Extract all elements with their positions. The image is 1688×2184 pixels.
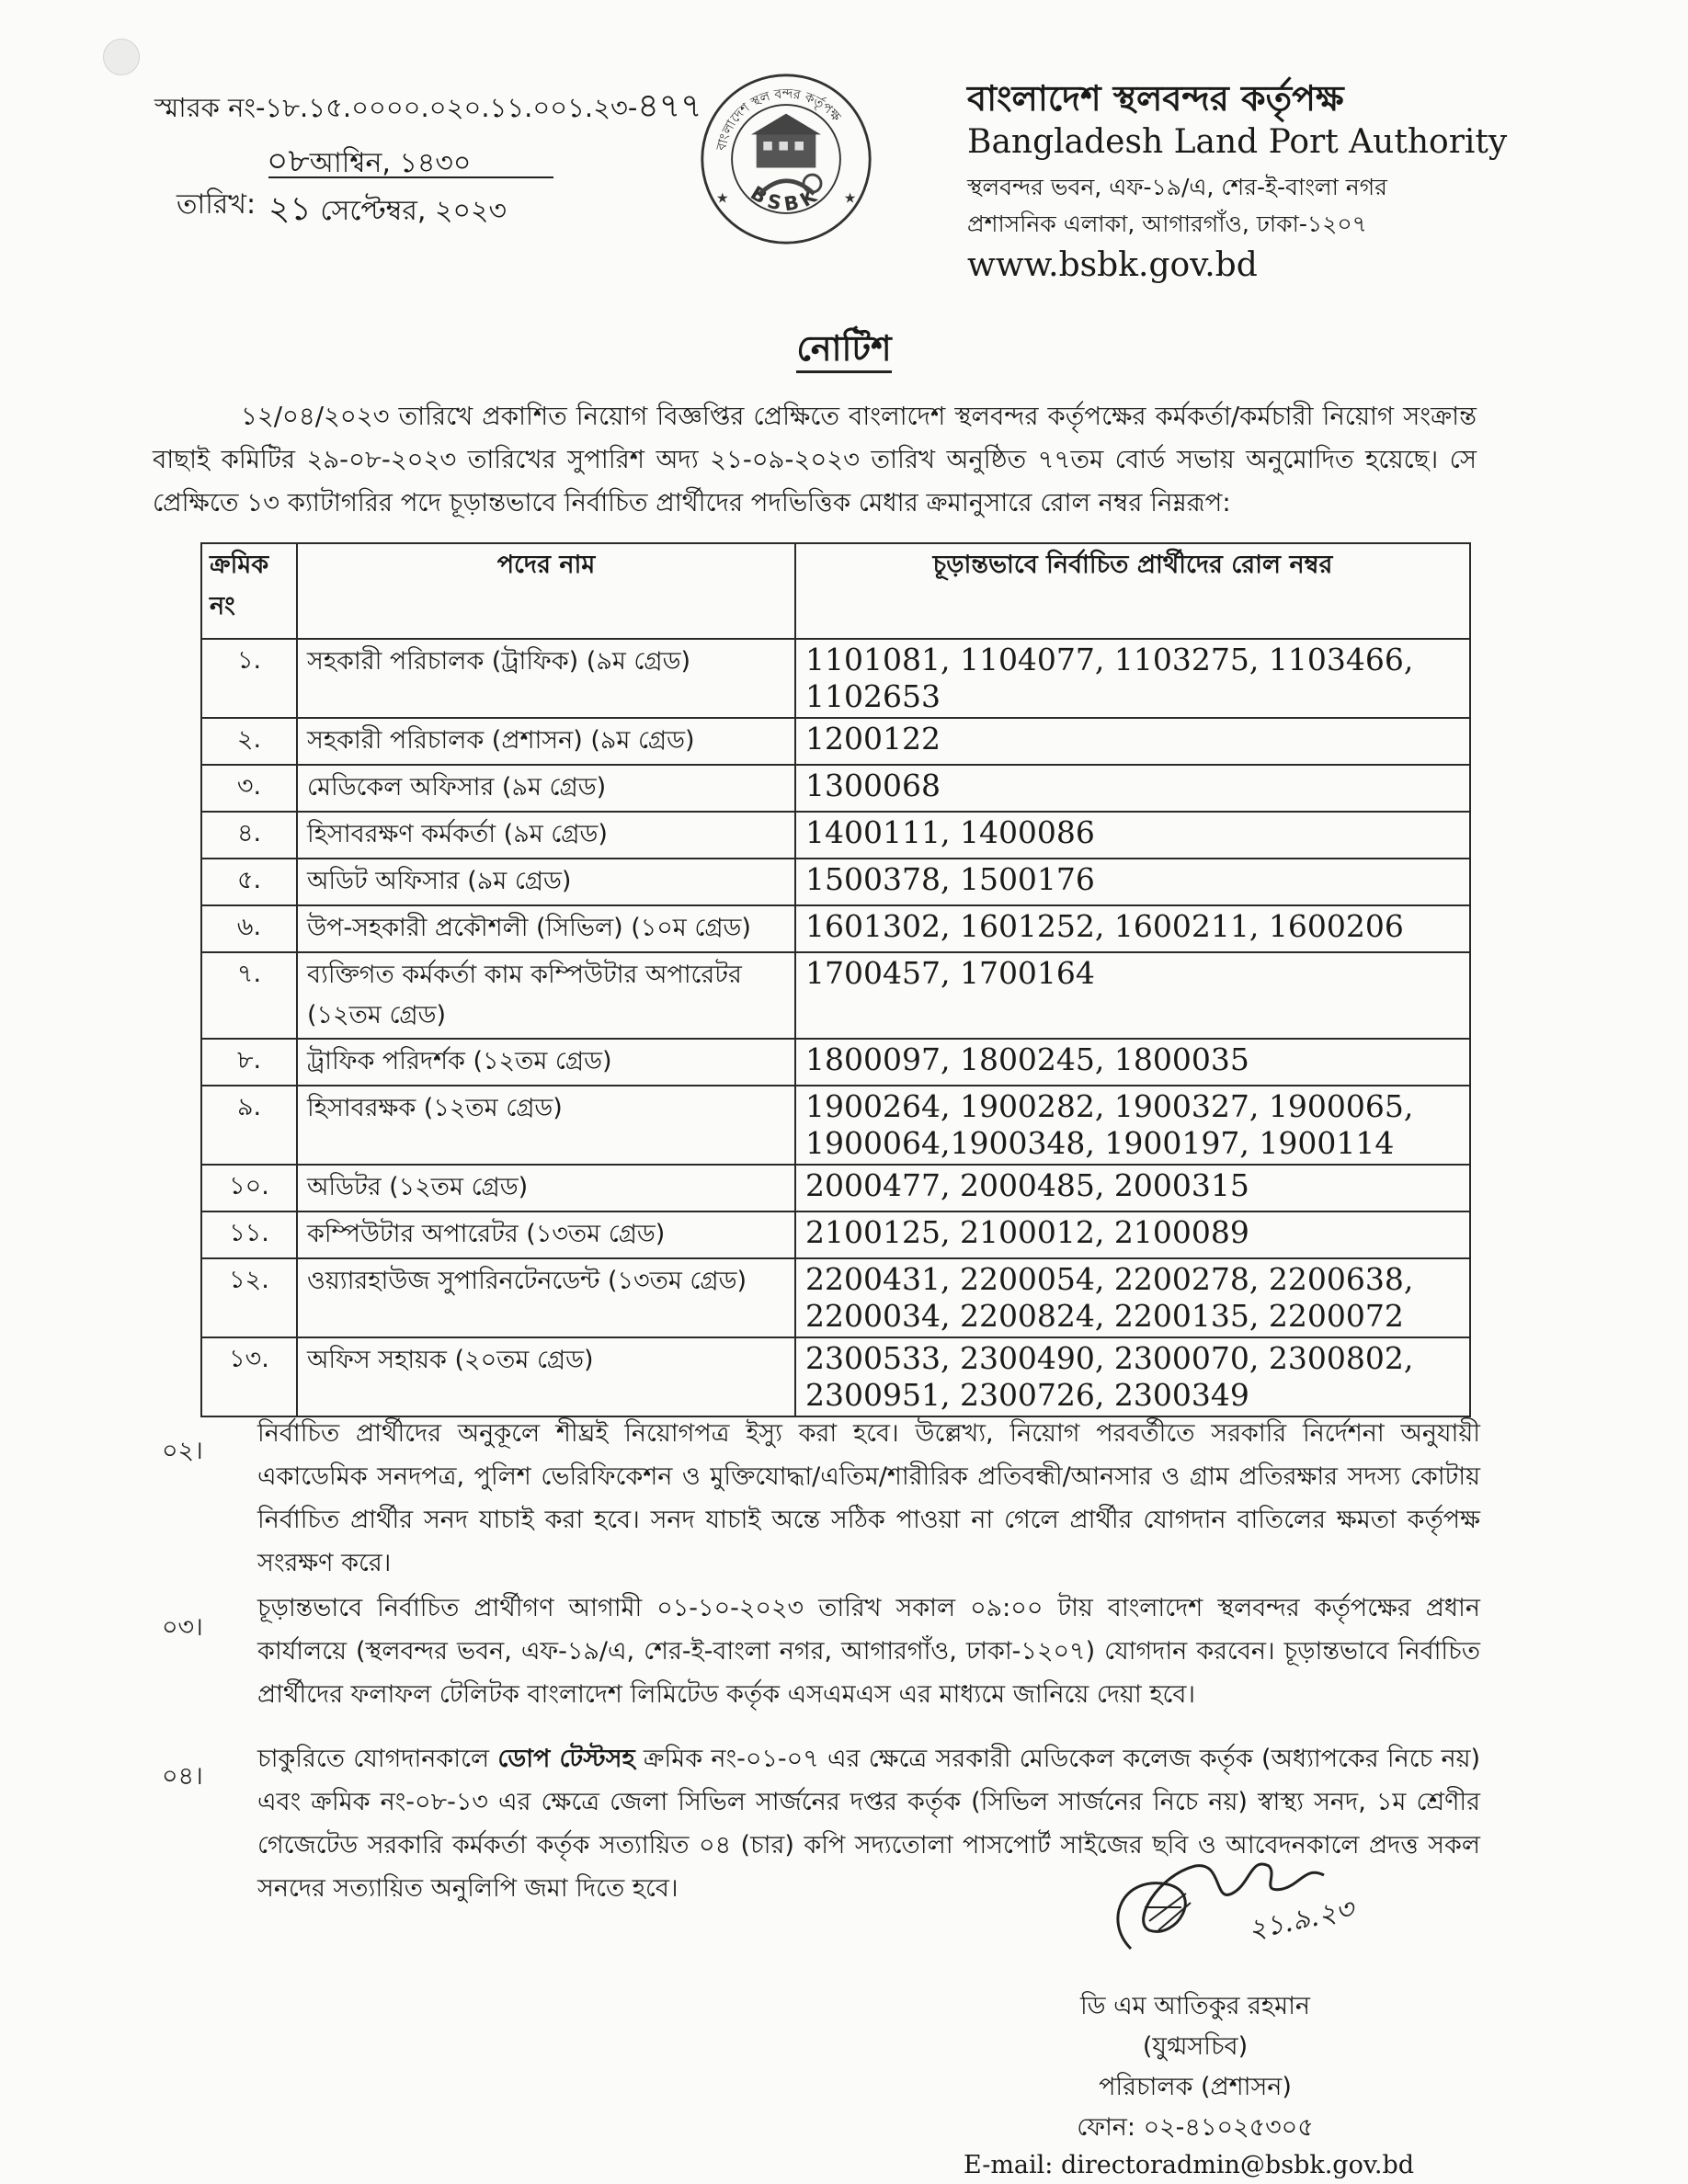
row-post: ব্যক্তিগত কর্মকর্তা কাম কম্পিউটার অপারেটর (১২তম গ্রেড) <box>297 952 795 1039</box>
svg-text:★: ★ <box>716 189 729 207</box>
row-post: অফিস সহায়ক (২০তম গ্রেড) <box>297 1337 795 1416</box>
row-post: উপ-সহকারী প্রকৌশলী (সিভিল) (১০ম গ্রেড) <box>297 905 795 952</box>
bangla-day-handwritten: ০৮ <box>267 142 310 180</box>
table-row <box>201 718 1470 765</box>
table-row <box>201 1211 1470 1258</box>
memo-number: স্মারক নং-১৮.১৫.০০০০.০২০.১১.০০১.২৩-৪৭৭ <box>154 87 702 125</box>
row-serial: ১০. <box>201 1165 297 1211</box>
header-serial: ক্রমিক নং <box>201 543 297 639</box>
row-serial: ১১. <box>201 1211 297 1258</box>
table-row <box>201 1086 1470 1165</box>
row-rolls: 1200122 <box>795 718 1470 765</box>
row-serial: ৭. <box>201 952 297 1039</box>
table-header-row <box>201 543 1470 639</box>
row-post: অডিটর (১২তম গ্রেড) <box>297 1165 795 1211</box>
table-row <box>201 1337 1470 1416</box>
handwritten-signature <box>1094 1838 1361 1976</box>
row-post: হিসাবরক্ষণ কর্মকর্তা (৯ম গ্রেড) <box>297 812 795 859</box>
row-serial: ৫. <box>201 859 297 905</box>
english-day-handwritten: ২১ <box>268 190 312 228</box>
table-row <box>201 812 1470 859</box>
row-post: সহকারী পরিচালক (প্রশাসন) (৯ম গ্রেড) <box>297 718 795 765</box>
row-rolls: 1601302, 1601252, 1600211, 1600206 <box>795 905 1470 952</box>
row-rolls: 1101081, 1104077, 1103275, 1103466, 1102653 <box>795 639 1470 718</box>
bsbk-seal-logo <box>699 72 873 246</box>
row-serial: ১২. <box>201 1258 297 1337</box>
paragraph-number: ০৩। <box>162 1613 203 1642</box>
row-post: হিসাবরক্ষক (১২তম গ্রেড) <box>297 1086 795 1165</box>
table-row <box>201 952 1470 1039</box>
svg-text:BSBK: BSBK <box>747 181 826 216</box>
table-row <box>201 1039 1470 1086</box>
signatory-email: E-mail: directoradmin@bsbk.gov.bd <box>964 2151 1415 2179</box>
signatory-phone: ফোন: ০২-৪১০২৫৩০৫ <box>1077 2113 1314 2142</box>
row-post: ওয়্যারহাউজ সুপারিনটেনডেন্ট (১৩তম গ্রেড) <box>297 1258 795 1337</box>
signature-date: ২১.৯.২৩ <box>1245 1893 1357 1947</box>
row-rolls: 1500378, 1500176 <box>795 859 1470 905</box>
intro-paragraph: ১২/০৪/২০২৩ তারিখে প্রকাশিত নিয়োগ বিজ্ঞপ্তির প্রেক্ষিতে বাংলাদেশ স্থলবন্দর কর্তৃপক্ষের কর্মকর্তা/কর্মচারী নিয়োগ সংক্রান্ত বাছাই কমিটির ২৯-০৮-২০২৩ তারিখের সুপারিশ অদ্য ২১-০৯-২০২৩ তারিখ অনুষ্ঠিত ৭৭তম বোর্ড সভায় অনুমোদিত হয়েছে। সে প্রেক্ষিতে ১৩ ক্যাটাগরির পদে চূড়ান্তভাবে নির্বাচিত প্রার্থীদের পদভিত্তিক মেধার ক্রমানুসারে রোল নম্বর নিম্নরূপ: <box>153 402 1477 518</box>
row-post: সহকারী পরিচালক (ট্রাফিক) (৯ম গ্রেড) <box>297 639 795 718</box>
notice-title: নোটিশ <box>0 322 1688 381</box>
org-address-line2: প্রশাসনিক এলাকা, আগারগাঁও, ঢাকা-১২০৭ <box>967 210 1367 237</box>
row-serial: ৮. <box>201 1039 297 1086</box>
paragraph-04: চাকুরিতে যোগদানকালে ডোপ টেস্টসহ ক্রমিক নং-০১-০৭ এর ক্ষেত্রে সরকারী মেডিকেল কলেজ কর্তৃক (অধ্যাপকের নিচে নয়) এবং ক্রমিক নং-০৮-১৩ এর ক্ষেত্রে জেলা সিভিল সার্জনের দপ্তর কর্তৃক (সিভিল সার্জনের নিচে নয়) স্বাস্থ্য সনদ, ১ম শ্রেণীর গেজেটেড সরকারি কর্মকর্তা কর্তৃক সত্যায়িত ০৪ (চার) কপি সদ্যতোলা পাসপোর্ট সাইজের ছবি ও আবেদনকালে প্রদত্ত সকল সনদের সত্যায়িত অনুলিপি জমা দিতে হবে। <box>257 1745 1481 1903</box>
row-serial: ৩. <box>201 765 297 812</box>
row-rolls: 1700457, 1700164 <box>795 952 1470 1039</box>
row-post: ট্রাফিক পরিদর্শক (১২তম গ্রেড) <box>297 1039 795 1086</box>
org-name-english: Bangladesh Land Port Authority <box>967 123 1508 161</box>
bangla-date: ০৮আশ্বিন, ১৪৩০ <box>267 142 472 180</box>
row-serial: ১৩. <box>201 1337 297 1416</box>
svg-text:বাংলাদেশ স্থল বন্দর কর্তৃপক্ষ: বাংলাদেশ স্থল বন্দর কর্তৃপক্ষ <box>713 86 844 153</box>
signatory-name: ডি এম আতিকুর রহমান <box>1079 1992 1311 2020</box>
signatory-rank: (যুগ্মসচিব) <box>1142 2032 1249 2061</box>
row-serial: ১. <box>201 639 297 718</box>
row-rolls: 2000477, 2000485, 2000315 <box>795 1165 1470 1211</box>
row-rolls: 1400111, 1400086 <box>795 812 1470 859</box>
dope-test-emphasis: ডোপ টেস্টসহ <box>497 1745 635 1773</box>
row-rolls: 2200431, 2200054, 2200278, 2200638, 2200034, 2200824, 2200135, 2200072 <box>795 1258 1470 1337</box>
table-row <box>201 765 1470 812</box>
org-address-line1: স্থলবন্দর ভবন, এফ-১৯/এ, শের-ই-বাংলা নগর <box>967 174 1387 200</box>
row-rolls: 1800097, 1800245, 1800035 <box>795 1039 1470 1086</box>
header-post-name: পদের নাম <box>297 543 795 639</box>
selected-candidates-table <box>200 542 1471 1417</box>
row-serial: ৯. <box>201 1086 297 1165</box>
table-row <box>201 639 1470 718</box>
table-row <box>201 859 1470 905</box>
row-serial: ৬. <box>201 905 297 952</box>
row-post: কম্পিউটার অপারেটর (১৩তম গ্রেড) <box>297 1211 795 1258</box>
org-name-bangla: বাংলাদেশ স্থলবন্দর কর্তৃপক্ষ <box>967 78 1344 119</box>
paragraph-number: ০২। <box>162 1437 203 1465</box>
row-rolls: 1900264, 1900282, 1900327, 1900065, 1900064,1900348, 1900197, 1900114 <box>795 1086 1470 1165</box>
paragraph-number: ০৪। <box>162 1762 203 1791</box>
english-date: ২১ সেপ্টেম্বর, ২০২৩ <box>268 190 507 228</box>
signatory-designation: পরিচালক (প্রশাসন) <box>1099 2073 1292 2101</box>
date-divider <box>268 176 553 178</box>
row-serial: ৪. <box>201 812 297 859</box>
date-label: তারিখ: <box>177 188 257 221</box>
row-post: অডিট অফিসার (৯ম গ্রেড) <box>297 859 795 905</box>
row-rolls: 2100125, 2100012, 2100089 <box>795 1211 1470 1258</box>
paragraph-03: চূড়ান্তভাবে নির্বাচিত প্রার্থীগণ আগামী ০১-১০-২০২৩ তারিখ সকাল ০৯:০০ টায় বাংলাদেশ স্থলবন্দর কর্তৃপক্ষের প্রধান কার্যালয়ে (স্থলবন্দর ভবন, এফ-১৯/এ, শের-ই-বাংলা নগর, আগারগাঁও, ঢাকা-১২০৭) যোগদান করবেন। চূড়ান্তভাবে নির্বাচিত প্রার্থীদের ফলাফল টেলিটক বাংলাদেশ লিমিটেড কর্তৃক এসএমএস এর মাধ্যমে জানিয়ে দেয়া হবে। <box>257 1594 1480 1709</box>
svg-text:★: ★ <box>843 189 857 207</box>
table-row <box>201 1165 1470 1211</box>
org-website: www.bsbk.gov.bd <box>967 246 1258 284</box>
table-row <box>201 1258 1470 1337</box>
row-serial: ২. <box>201 718 297 765</box>
memo-number-handwritten: ৪৭৭ <box>637 87 702 125</box>
table-row <box>201 905 1470 952</box>
row-rolls: 2300533, 2300490, 2300070, 2300802, 2300951, 2300726, 2300349 <box>795 1337 1470 1416</box>
paragraph-02: নির্বাচিত প্রার্থীদের অনুকূলে শীঘ্রই নিয়োগপত্র ইস্যু করা হবে। উল্লেখ্য, নিয়োগ পরবর্তীতে সরকারি নির্দেশনা অনুযায়ী একাডেমিক সনদপত্র, পুলিশ ভেরিফিকেশন ও মুক্তিযোদ্ধা/এতিম/শারীরিক প্রতিবন্ধী/আনসার ও গ্রাম প্রতিরক্ষার সদস্য কোটায় নির্বাচিত প্রার্থীর সনদ যাচাই করা হবে। সনদ যাচাই অন্তে সঠিক পাওয়া না গেলে প্রার্থীর যোগদান বাতিলের ক্ষমতা কর্তৃপক্ষ সংরক্ষণ করে। <box>257 1419 1480 1577</box>
header-roll-numbers: চূড়ান্তভাবে নির্বাচিত প্রার্থীদের রোল নম্বর <box>795 543 1470 639</box>
row-rolls: 1300068 <box>795 765 1470 812</box>
row-post: মেডিকেল অফিসার (৯ম গ্রেড) <box>297 765 795 812</box>
punch-hole-mark <box>103 39 140 75</box>
